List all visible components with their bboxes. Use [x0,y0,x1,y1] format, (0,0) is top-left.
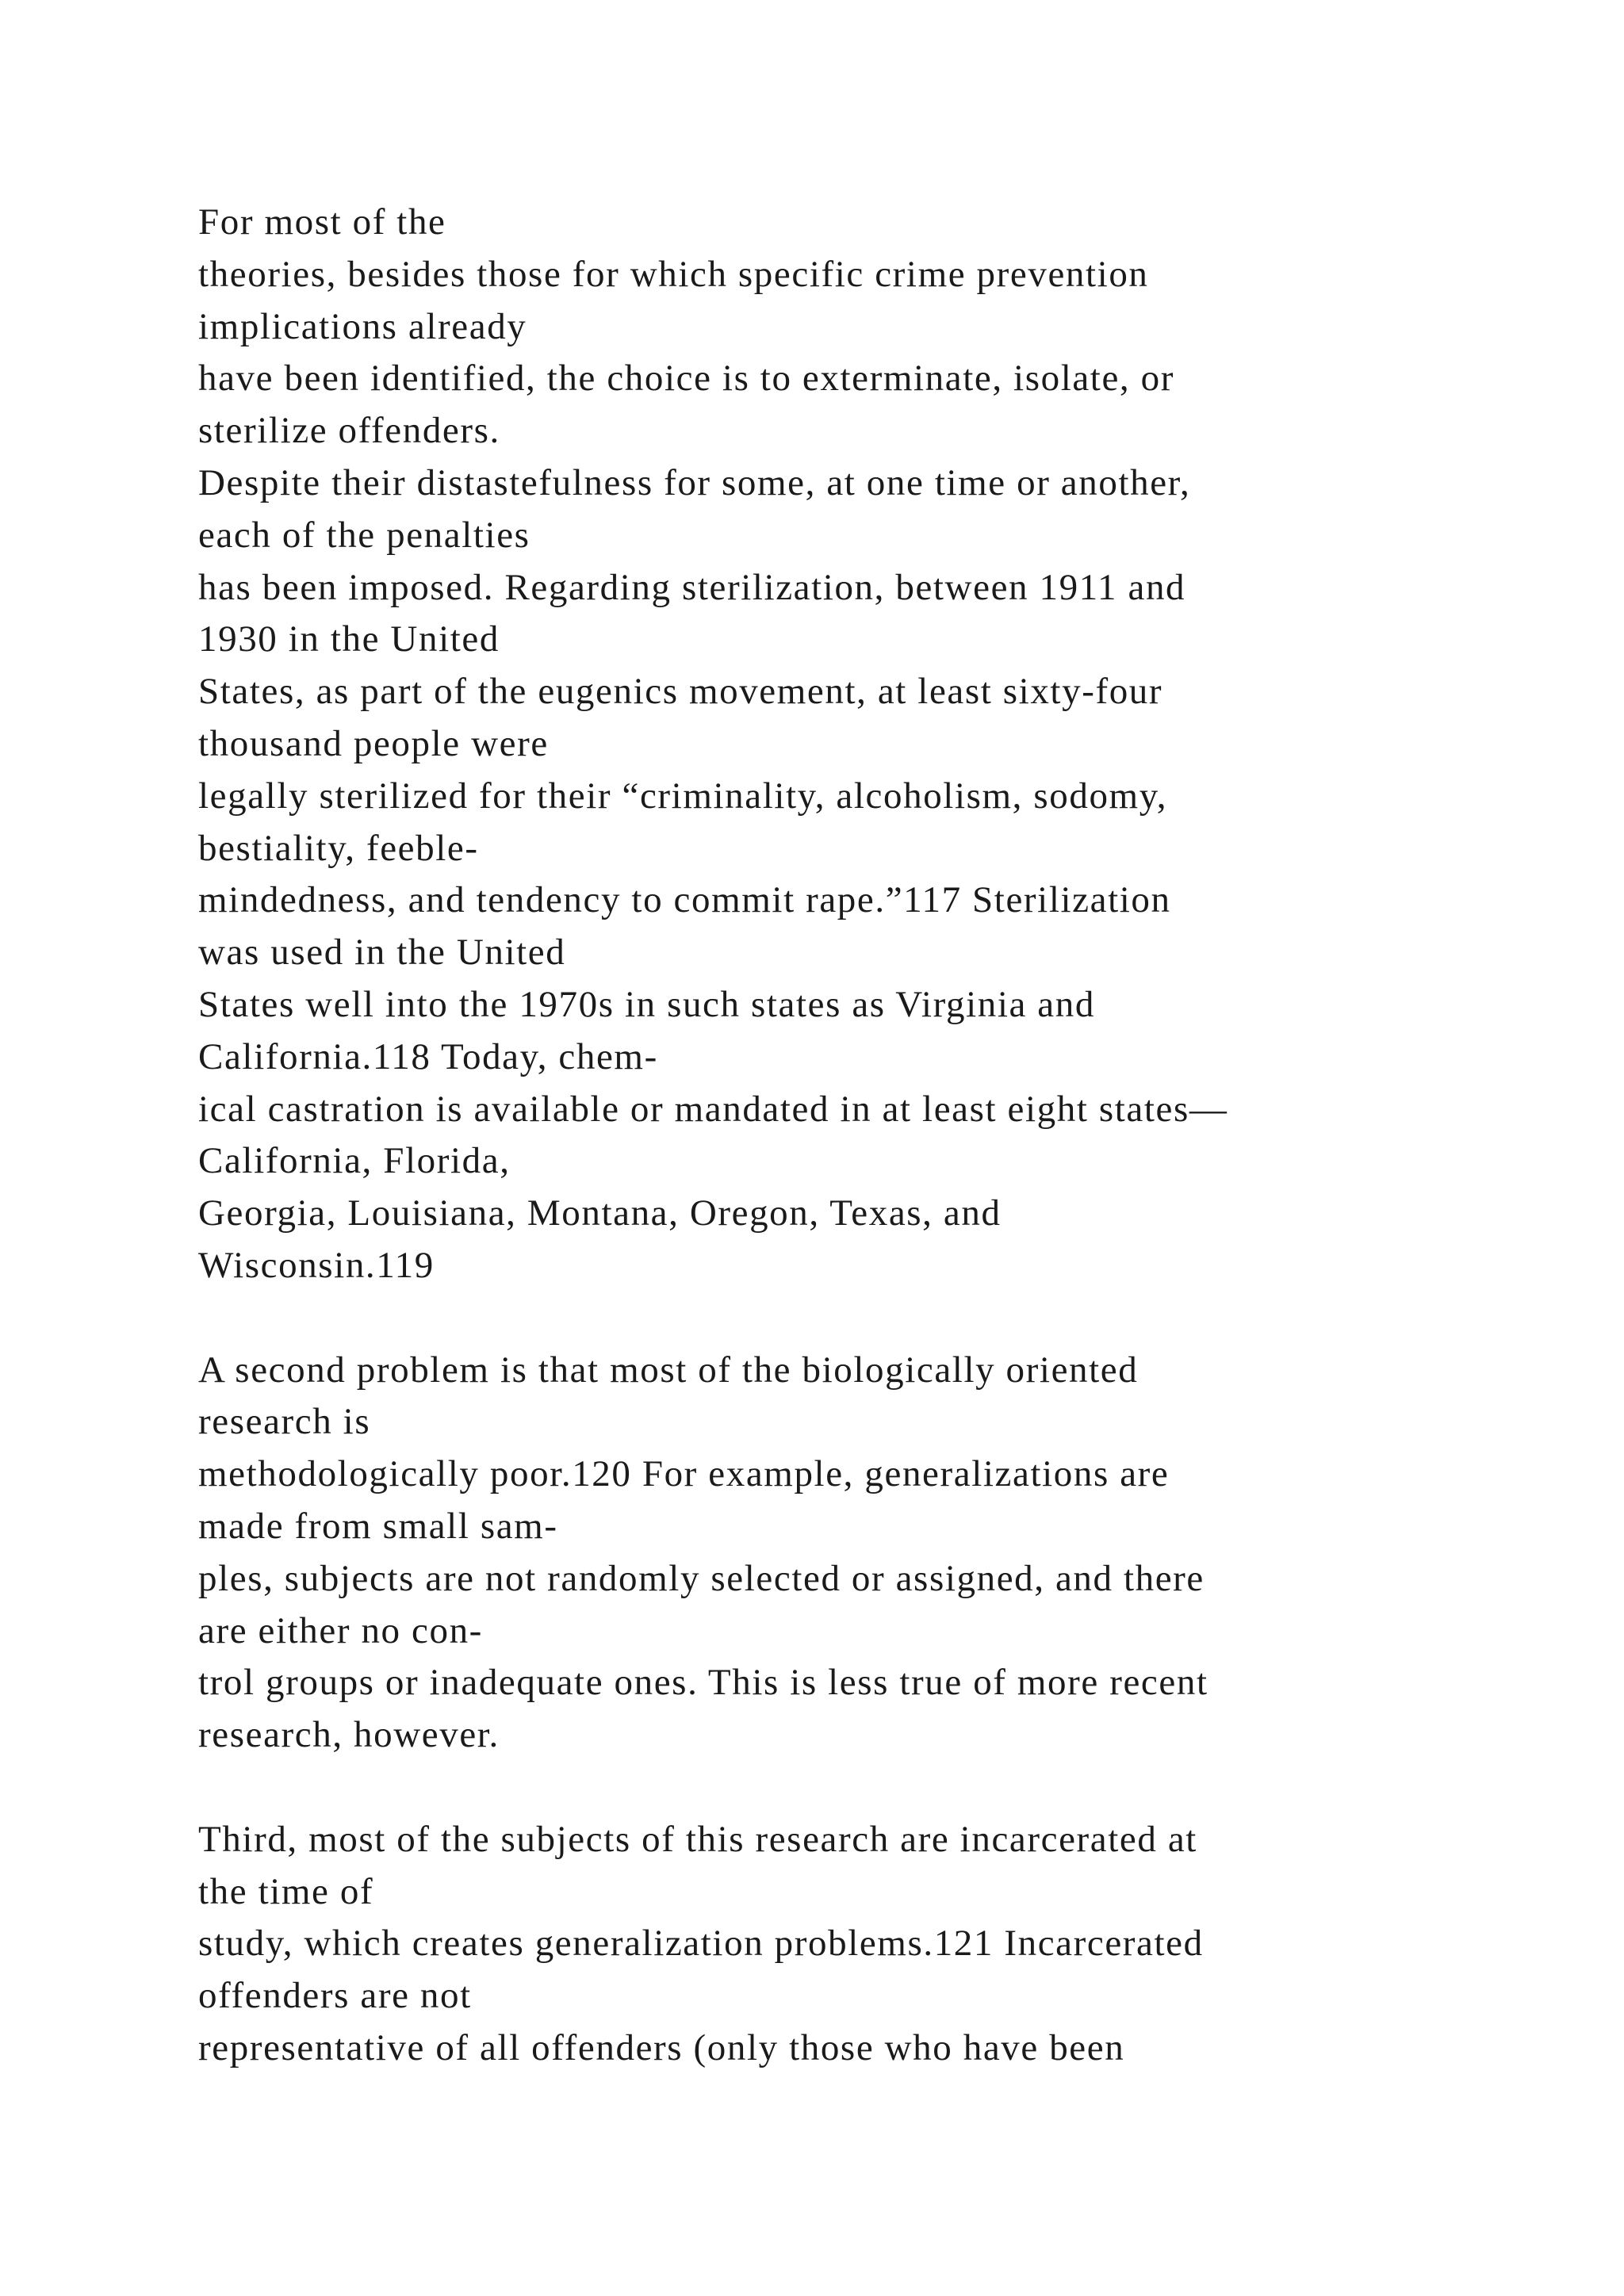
text-line: Third, most of the subjects of this research are incarcerated at [198,1818,1197,1860]
text-line: have been identified, the choice is to exterminate, isolate, or [198,358,1174,400]
paragraph-1 [198,197,1594,1292]
text-line: ples, subjects are not randomly selected or assigned, and there [198,1557,1205,1599]
text-line: the time of [198,1870,374,1912]
text-line: mindedness, and tendency to commit rape.”117 Sterilization [198,879,1171,921]
text-line: trol groups or inadequate ones. This is less true of more recent [198,1662,1208,1704]
text-line: offenders are not [198,1975,472,2017]
paragraph-2 [198,1345,1594,1762]
text-line: Despite their distastefulness for some, at one time or another, [198,461,1191,503]
text-line: each of the penalties [198,514,530,556]
text-line: States, as part of the eugenics movement, at least sixty-four [198,671,1163,713]
text-line: legally sterilized for their “criminality, alcoholism, sodomy, [198,775,1168,817]
text-line: implications already [198,305,527,347]
text-line: 1930 in the United [198,618,500,660]
text-line: methodologically poor.120 For example, generalizations are [198,1453,1170,1495]
text-line: California.118 Today, chem- [198,1035,658,1077]
text-line: study, which creates generalization problems.121 Incarcerated [198,1923,1204,1965]
text-line: research is [198,1401,371,1443]
text-line: representative of all offenders (only those who have been [198,2026,1125,2068]
text-line: A second problem is that most of the biologically oriented [198,1349,1139,1391]
text-line: theories, besides those for which specific crime prevention [198,253,1149,295]
document-body [198,197,1594,2075]
text-line: has been imposed. Regarding sterilization, between 1911 and [198,566,1186,608]
text-line: thousand people were [198,722,549,764]
text-line: Wisconsin.119 [198,1244,435,1286]
text-line: made from small sam- [198,1505,558,1547]
text-line: bestiality, feeble- [198,827,479,869]
text-line: States well into the 1970s in such states as Virginia and [198,983,1095,1025]
text-line: sterilize offenders. [198,410,500,452]
text-line: California, Florida, [198,1140,511,1182]
text-line: For most of the [198,201,446,243]
paragraph-3 [198,1814,1594,2075]
text-line: Georgia, Louisiana, Montana, Oregon, Texas, and [198,1192,1002,1234]
text-line: research, however. [198,1714,500,1756]
text-line: was used in the United [198,932,566,974]
text-line: are either no con- [198,1609,483,1651]
text-line: ical castration is available or mandated in at least eight states— [198,1088,1228,1130]
